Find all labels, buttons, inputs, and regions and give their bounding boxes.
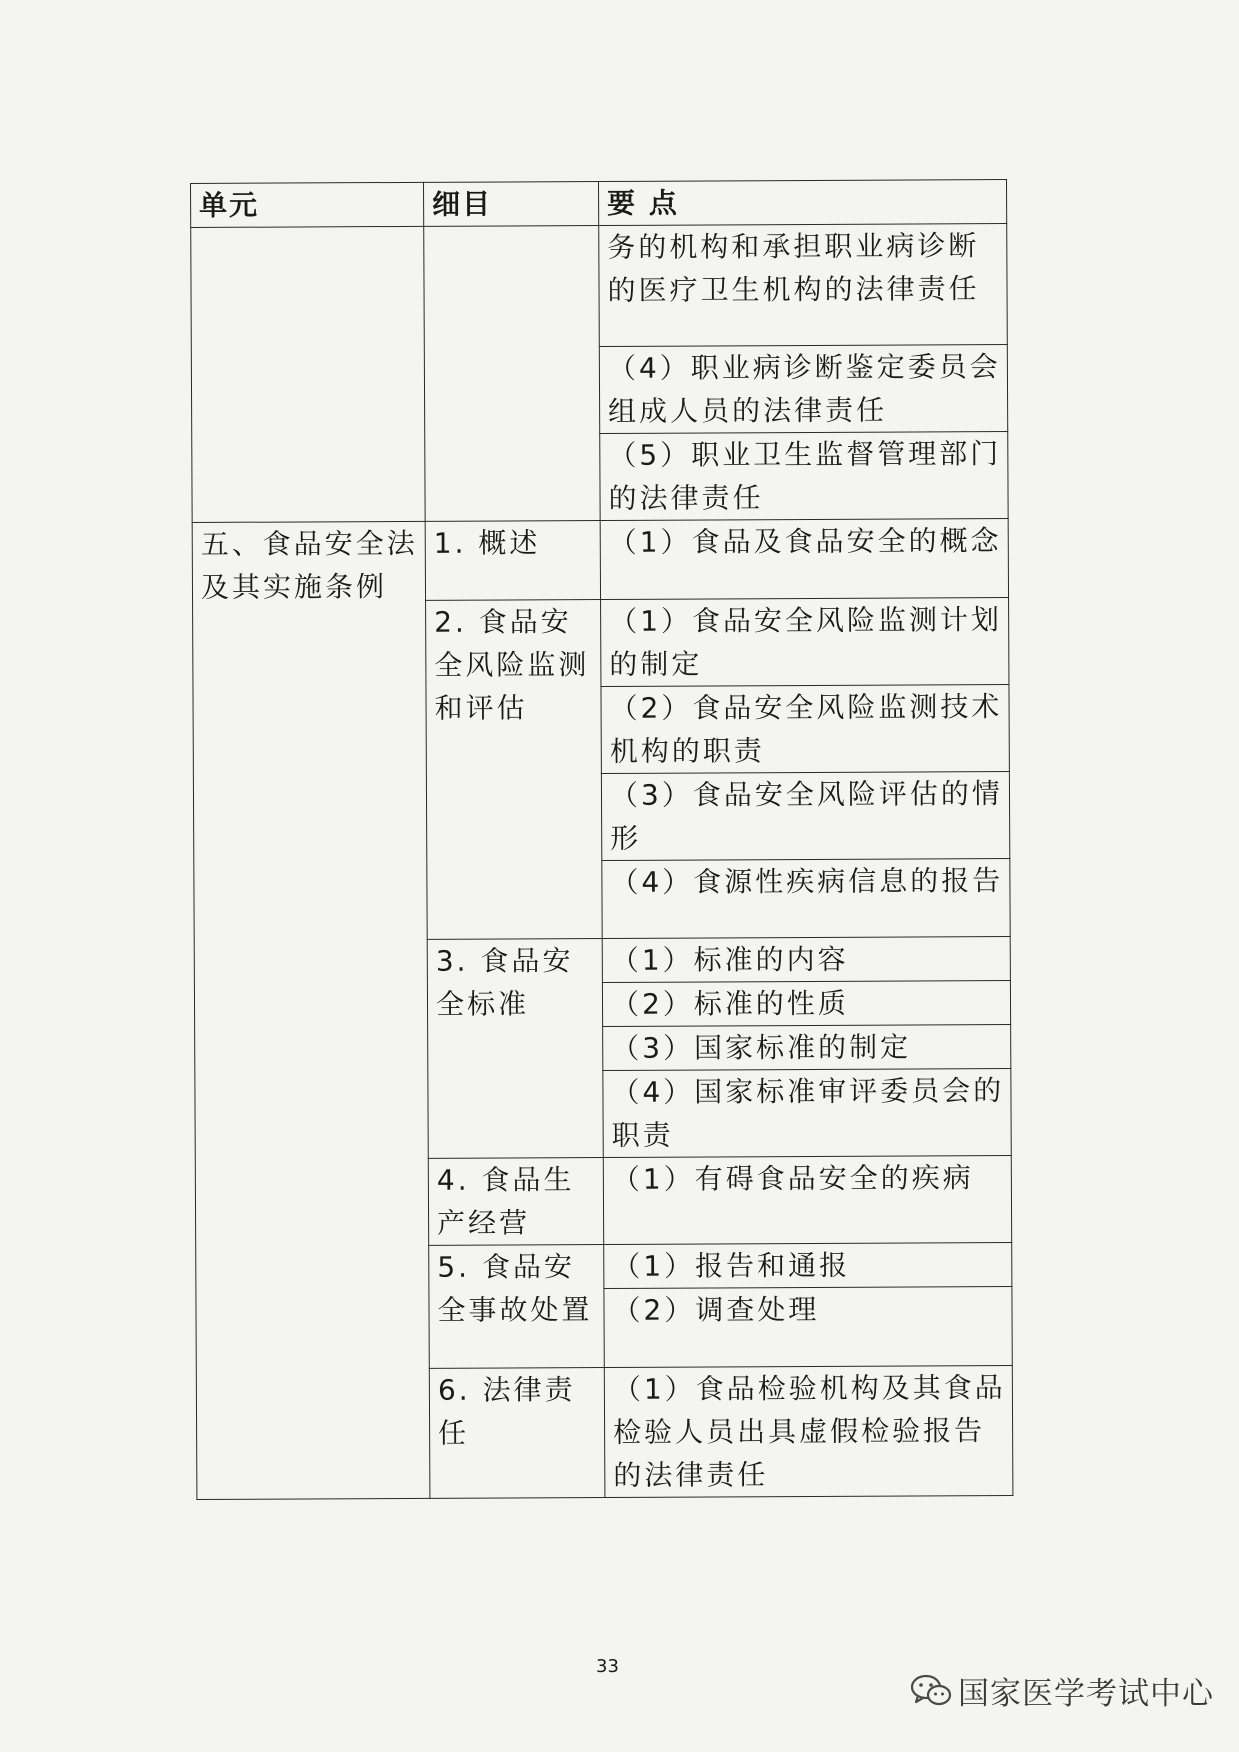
point-cell: （4）食源性疾病信息的报告	[602, 859, 1010, 939]
table-header-row	[191, 180, 1007, 228]
syllabus-table-wrapper	[190, 179, 1013, 1548]
point-cell: （1）有碍食品安全的疾病	[603, 1155, 1011, 1244]
point-cell: （3）食品安全风险评估的情形	[601, 772, 1009, 861]
point-cell: 务的机构和承担职业病诊断的医疗卫生机构的法律责任	[599, 224, 1008, 347]
point-cell: （4）国家标准审评委员会的职责	[603, 1068, 1011, 1157]
point-cell: （1）食品安全风险监测计划的制定	[601, 598, 1009, 687]
point-cell: （5）职业卫生监督管理部门的法律责任	[600, 432, 1008, 521]
table-row	[192, 519, 1008, 602]
point-cell: （1）报告和通报	[604, 1242, 1012, 1288]
watermark	[910, 1668, 1214, 1713]
point-cell: （2）调查处理	[604, 1286, 1012, 1367]
wechat-icon	[910, 1673, 952, 1709]
item-cell: 1. 概述	[425, 520, 600, 600]
point-cell: （1）食品检验机构及其食品检验人员出具虚假检验报告的法律责任	[604, 1365, 1013, 1497]
table-row	[191, 224, 1008, 349]
unit-cell-continued	[191, 226, 425, 522]
point-cell: （1）标准的内容	[602, 937, 1010, 983]
point-cell: （4）职业病诊断鉴定委员会组成人员的法律责任	[599, 345, 1007, 434]
item-cell: 5. 食品安全事故处置	[429, 1244, 605, 1368]
point-cell: （1）食品及食品安全的概念	[600, 519, 1008, 600]
header-unit: 单元	[191, 182, 424, 227]
header-item: 细目	[423, 182, 598, 227]
unit-cell-food-safety: 五、食品安全法及其实施条例	[192, 521, 430, 1499]
point-cell: （3）国家标准的制定	[603, 1024, 1011, 1070]
page-number: 33	[596, 1656, 619, 1677]
header-points: 要 点	[598, 180, 1006, 226]
syllabus-table	[190, 179, 1013, 1500]
item-cell: 3. 食品安全标准	[427, 938, 603, 1158]
point-cell: （2）食品安全风险监测技术机构的职责	[601, 685, 1009, 774]
item-cell: 2. 食品安全风险监测和评估	[426, 599, 603, 939]
item-cell-continued	[424, 226, 600, 522]
point-cell: （2）标准的性质	[602, 981, 1010, 1027]
watermark-text: 国家医学考试中心	[958, 1676, 1214, 1712]
item-cell: 4. 食品生产经营	[428, 1157, 603, 1245]
item-cell: 6. 法律责任	[429, 1367, 605, 1498]
